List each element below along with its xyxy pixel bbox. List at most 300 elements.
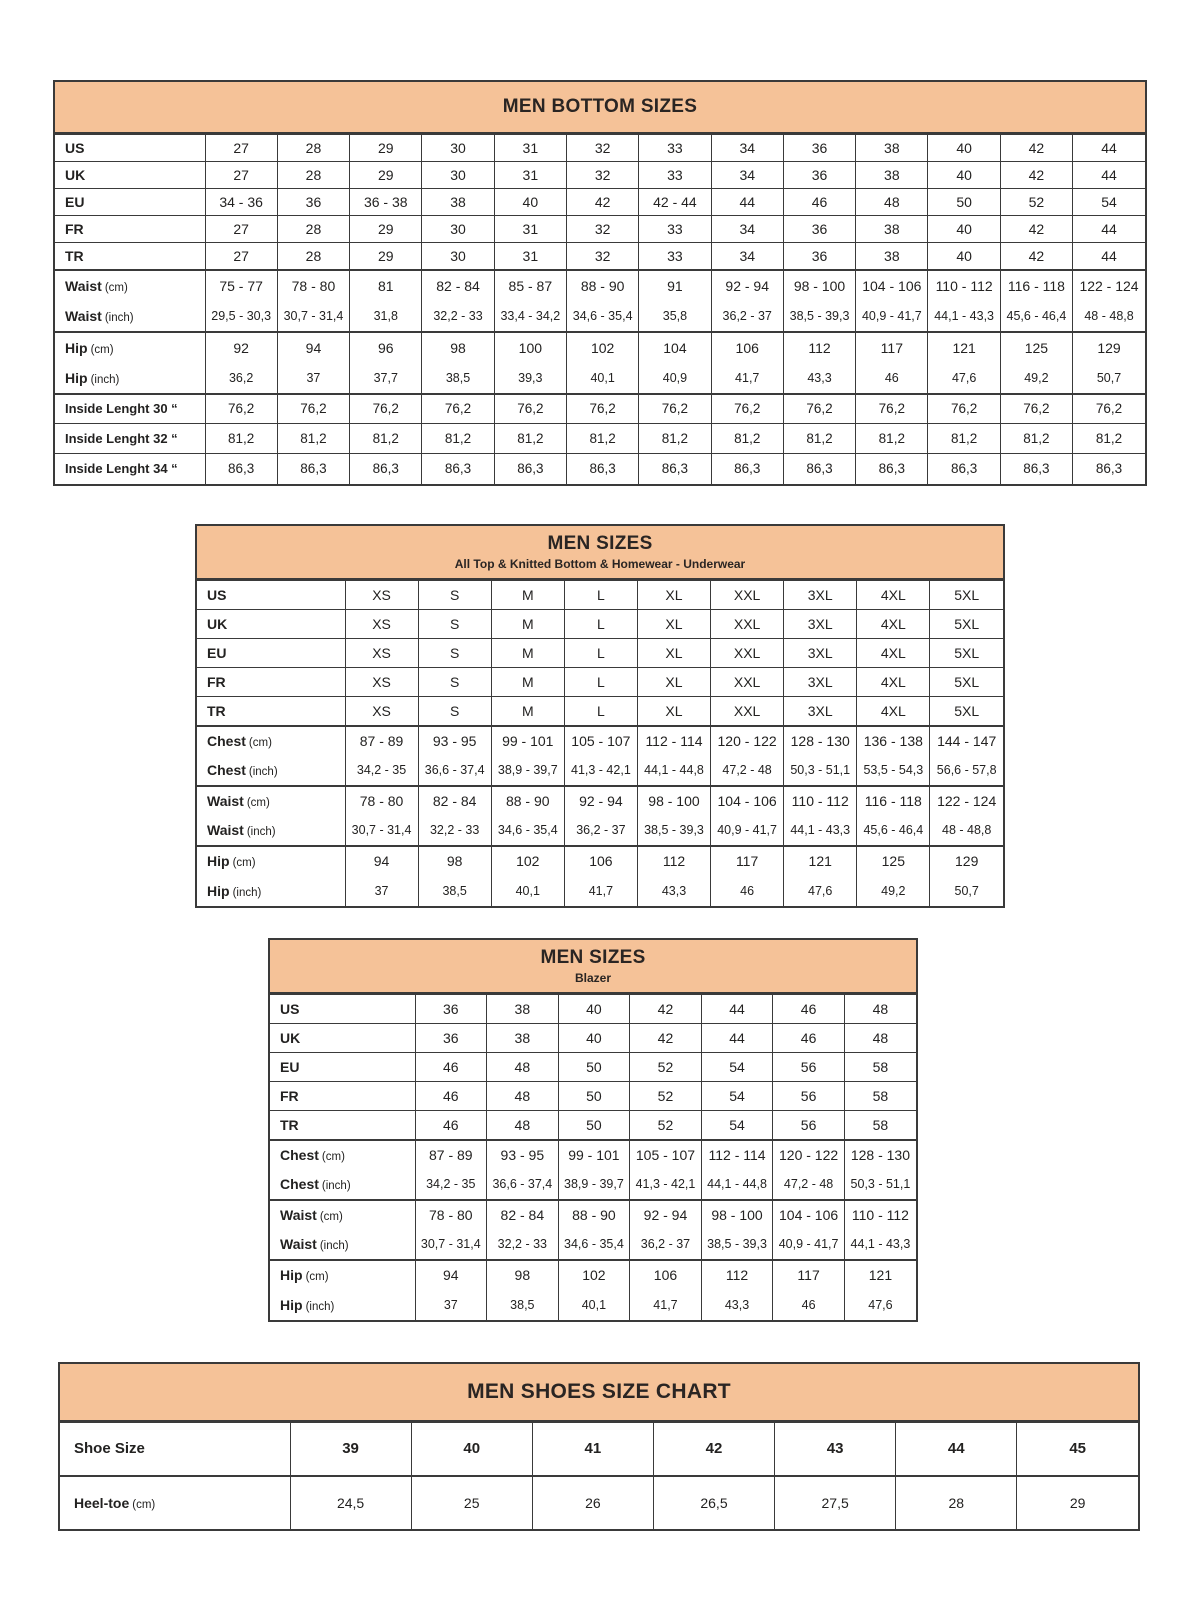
value-cell: XL [637,697,710,726]
value-cell: 99 - 101 [491,726,564,756]
value-cell: 49,2 [857,876,930,906]
row-label: EU [280,1059,300,1075]
value-cell: 47,2 - 48 [711,756,784,786]
value-cell: 98 - 100 [701,1200,773,1230]
row-unit: (cm) [319,1211,343,1223]
value-cell: 40 [928,243,1000,270]
row-label-cell [197,639,345,668]
value-cell: 38 [856,135,928,162]
value-cell: 50,7 [930,876,1003,906]
value-cell: 42 [1000,162,1072,189]
row-label: Waist [65,307,102,324]
table-row-chest-inch [197,756,1003,786]
value-cell: 44 [1073,216,1145,243]
value-cell: 28 [277,135,349,162]
row-unit: (inch) [246,826,276,838]
value-cell: 26 [532,1476,653,1529]
value-cell: 46 [415,1111,487,1140]
value-cell: 122 - 124 [1073,270,1145,301]
value-cell: 31 [494,243,566,270]
men-bottom-sizes-table [53,80,1147,486]
value-cell: XXL [711,581,784,610]
value-cell: 99 - 101 [558,1140,630,1170]
row-label-cell [55,162,205,189]
value-cell: 86,3 [422,454,494,484]
value-cell: 48 [844,1024,916,1053]
table-row-us [197,581,1003,610]
row-label: Waist [207,822,244,838]
value-cell: 117 [711,846,784,876]
table-row-waist-cm [55,270,1145,301]
value-cell: 52 [630,1053,702,1082]
value-cell: 106 [711,332,783,363]
value-cell: 30 [422,162,494,189]
row-label: Chest [280,1176,319,1192]
value-cell: 76,2 [277,394,349,424]
value-cell: 88 - 90 [566,270,638,301]
value-cell: 98 - 100 [783,270,855,301]
value-cell: 129 [930,846,1003,876]
table-row-eu [270,1053,916,1082]
value-cell: 3XL [784,668,857,697]
value-cell: 48 [856,189,928,216]
row-label-cell [270,1170,415,1200]
table-subtitle: Blazer [574,971,612,985]
table-row-hip-cm [55,332,1145,363]
value-cell: 5XL [930,639,1003,668]
row-label-cell [55,394,205,424]
value-cell: 87 - 89 [345,726,418,756]
value-cell: 36 - 38 [350,189,422,216]
row-unit: (cm) [90,343,114,356]
value-cell: 4XL [857,639,930,668]
value-cell: 98 [487,1260,559,1290]
table-row-hip-cm [270,1260,916,1290]
value-cell: 112 - 114 [637,726,710,756]
value-cell: 81,2 [205,424,277,454]
value-cell: M [491,639,564,668]
value-cell: 86,3 [494,454,566,484]
value-cell: 40 [558,1024,630,1053]
table-row-chest-cm [197,726,1003,756]
value-cell: 94 [415,1260,487,1290]
table-row-chest-inch [270,1170,916,1200]
value-cell: 44 [701,1024,773,1053]
row-unit: (cm) [305,1271,329,1283]
value-cell: 86,3 [566,454,638,484]
value-cell: 44 [1073,135,1145,162]
value-cell: 78 - 80 [345,786,418,816]
value-cell: 50,3 - 51,1 [784,756,857,786]
row-label-cell [55,454,205,484]
value-cell: 38,5 [422,363,494,394]
men-sizes-blazer-header [270,940,916,994]
men-shoes-size-grid [60,1422,1138,1529]
value-cell: 117 [773,1260,845,1290]
value-cell: 81,2 [277,424,349,454]
value-cell: 76,2 [566,394,638,424]
value-cell: 42 [653,1423,774,1476]
value-cell: 54 [701,1053,773,1082]
value-cell: 93 - 95 [418,726,491,756]
value-cell: 33 [639,135,711,162]
table-row-fr [55,216,1145,243]
value-cell: 33 [639,216,711,243]
value-cell: XS [345,610,418,639]
value-cell: 40 [558,995,630,1024]
value-cell: 92 [205,332,277,363]
value-cell: 44 [1073,162,1145,189]
value-cell: 36,6 - 37,4 [418,756,491,786]
value-cell: 38 [487,1024,559,1053]
value-cell: 81,2 [566,424,638,454]
row-label: FR [65,221,84,237]
value-cell: 120 - 122 [711,726,784,756]
value-cell: 33 [639,162,711,189]
value-cell: 44 [896,1423,1017,1476]
value-cell: 32 [566,135,638,162]
value-cell: 44,1 - 43,3 [928,301,1000,332]
value-cell: 36 [415,1024,487,1053]
row-label: UK [65,167,86,183]
table-title: MEN BOTTOM SIZES [502,96,698,117]
row-unit: (cm) [248,737,272,749]
value-cell: 36 [783,243,855,270]
row-label: TR [65,247,84,264]
table-row-tr [55,243,1145,270]
value-cell: 86,3 [205,454,277,484]
table-row-shoe-size [60,1423,1138,1476]
value-cell: 47,6 [784,876,857,906]
row-label-cell [197,668,345,697]
row-label-cell [270,1230,415,1260]
value-cell: 38,5 [487,1290,559,1320]
value-cell: 40,9 - 41,7 [711,816,784,846]
table-row-inside-lenght-32 [55,424,1145,454]
value-cell: 30 [422,243,494,270]
row-label: EU [65,194,85,210]
value-cell: XXL [711,668,784,697]
value-cell: 81,2 [494,424,566,454]
row-label: Inside Lenght 34 “ [65,461,178,477]
table-row-uk [270,1024,916,1053]
row-label: Hip [280,1296,303,1313]
value-cell: 38 [487,995,559,1024]
value-cell: 32 [566,162,638,189]
value-cell: 50 [928,189,1000,216]
value-cell: 48 - 48,8 [930,816,1003,846]
value-cell: 76,2 [928,394,1000,424]
value-cell: 86,3 [1073,454,1145,484]
table-row-hip-inch [197,876,1003,906]
value-cell: 56,6 - 57,8 [930,756,1003,786]
value-cell: 34 [711,216,783,243]
value-cell: 41,3 - 42,1 [564,756,637,786]
table-row-uk [197,610,1003,639]
value-cell: 34 [711,162,783,189]
table-row-hip-inch [270,1290,916,1320]
value-cell: XL [637,668,710,697]
table-row-inside-lenght-34 [55,454,1145,484]
table-title: MEN SIZES [540,947,646,968]
men-sizes-top-header [197,526,1003,580]
row-label: Inside Lenght 30 “ [65,401,178,417]
value-cell: 40,9 [639,363,711,394]
value-cell: 46 [783,189,855,216]
value-cell: S [418,639,491,668]
value-cell: 42 [1000,243,1072,270]
row-unit: (cm) [132,1498,156,1511]
table-row-waist-cm [197,786,1003,816]
value-cell: 50 [558,1053,630,1082]
row-label: Chest [207,733,246,749]
value-cell: 128 - 130 [784,726,857,756]
value-cell: 104 - 106 [856,270,928,301]
value-cell: 50 [558,1082,630,1111]
value-cell: 5XL [930,668,1003,697]
row-unit: (cm) [246,797,270,809]
value-cell: 37 [345,876,418,906]
value-cell: 36 [415,995,487,1024]
row-label: Hip [65,369,88,386]
value-cell: 56 [773,1111,845,1140]
row-label-cell [270,1260,415,1290]
row-unit: (inch) [232,886,262,899]
row-label: Chest [280,1147,319,1163]
value-cell: 94 [277,332,349,363]
value-cell: M [491,610,564,639]
value-cell: L [564,581,637,610]
value-cell: 38,5 - 39,3 [637,816,710,846]
value-cell: 44,1 - 43,3 [784,816,857,846]
row-unit: (inch) [321,1180,351,1192]
value-cell: 125 [857,846,930,876]
value-cell: 3XL [784,581,857,610]
table-row-fr [197,668,1003,697]
men-sizes-blazer-table [268,938,918,1322]
value-cell: 110 - 112 [784,786,857,816]
value-cell: 40,9 - 41,7 [773,1230,845,1260]
row-label: TR [280,1116,299,1133]
value-cell: 76,2 [494,394,566,424]
value-cell: 98 [422,332,494,363]
value-cell: 86,3 [928,454,1000,484]
value-cell: 91 [639,270,711,301]
value-cell: 3XL [784,610,857,639]
men-sizes-blazer-grid [270,994,916,1320]
row-label-cell [270,995,415,1024]
value-cell: 50,3 - 51,1 [844,1170,916,1200]
value-cell: 121 [928,332,1000,363]
table-row-uk [55,162,1145,189]
row-label: UK [207,616,228,632]
table-row-eu [197,639,1003,668]
value-cell: 45,6 - 46,4 [857,816,930,846]
value-cell: 37,7 [350,363,422,394]
value-cell: 36 [783,162,855,189]
table-row-waist-cm [270,1200,916,1230]
value-cell: 85 - 87 [494,270,566,301]
row-label-cell [197,786,345,816]
value-cell: XS [345,639,418,668]
value-cell: 37 [277,363,349,394]
value-cell: 87 - 89 [415,1140,487,1170]
value-cell: 33 [639,243,711,270]
value-cell: 81,2 [422,424,494,454]
value-cell: 32,2 - 33 [418,816,491,846]
value-cell: S [418,668,491,697]
row-label-cell [55,216,205,243]
row-label: US [280,1001,300,1017]
value-cell: 38,9 - 39,7 [491,756,564,786]
value-cell: 3XL [784,639,857,668]
value-cell: 5XL [930,697,1003,726]
value-cell: 32,2 - 33 [422,301,494,332]
value-cell: 76,2 [205,394,277,424]
value-cell: 47,6 [844,1290,916,1320]
table-row-eu [55,189,1145,216]
value-cell: L [564,697,637,726]
value-cell: 39 [290,1423,411,1476]
value-cell: 96 [350,332,422,363]
row-label: US [207,587,227,603]
table-row-fr [270,1082,916,1111]
row-label: FR [280,1088,299,1104]
table-row-waist-inch [55,301,1145,332]
value-cell: 38,5 - 39,3 [783,301,855,332]
value-cell: 47,6 [928,363,1000,394]
row-label-cell [197,876,345,906]
value-cell: 36,2 - 37 [564,816,637,846]
row-unit: (cm) [232,857,256,869]
row-label: FR [207,674,226,690]
value-cell: 25 [411,1476,532,1529]
value-cell: 112 [783,332,855,363]
value-cell: 29 [350,162,422,189]
value-cell: 28 [896,1476,1017,1529]
value-cell: 44 [1073,243,1145,270]
value-cell: 76,2 [1073,394,1145,424]
value-cell: 104 - 106 [711,786,784,816]
table-row-waist-inch [197,816,1003,846]
value-cell: 100 [494,332,566,363]
row-label-cell [55,135,205,162]
value-cell: 45,6 - 46,4 [1000,301,1072,332]
row-unit: (inch) [319,1240,349,1252]
value-cell: S [418,581,491,610]
value-cell: 35,8 [639,301,711,332]
value-cell: 81,2 [711,424,783,454]
value-cell: XL [637,610,710,639]
value-cell: 52 [630,1082,702,1111]
value-cell: 54 [701,1111,773,1140]
value-cell: 38 [856,243,928,270]
row-label-cell [270,1200,415,1230]
table-row-us [270,995,916,1024]
value-cell: 82 - 84 [418,786,491,816]
row-label-cell [197,610,345,639]
men-sizes-top-table [195,524,1005,908]
row-label-cell [60,1423,290,1476]
value-cell: 98 [418,846,491,876]
row-label: EU [207,645,227,661]
value-cell: 29 [1017,1476,1138,1529]
row-label-cell [270,1082,415,1111]
value-cell: 29 [350,216,422,243]
value-cell: 46 [856,363,928,394]
value-cell: 38 [856,162,928,189]
row-label-cell [270,1111,415,1140]
value-cell: 112 [701,1260,773,1290]
value-cell: 28 [277,243,349,270]
value-cell: 94 [345,846,418,876]
row-unit: (cm) [104,281,128,294]
value-cell: 88 - 90 [558,1200,630,1230]
value-cell: 46 [415,1053,487,1082]
value-cell: 29 [350,135,422,162]
value-cell: 31,8 [350,301,422,332]
value-cell: 104 [639,332,711,363]
value-cell: 32,2 - 33 [487,1230,559,1260]
value-cell: 81,2 [350,424,422,454]
value-cell: 52 [630,1111,702,1140]
value-cell: 26,5 [653,1476,774,1529]
table-row-hip-inch [55,363,1145,394]
row-label: Waist [280,1207,317,1223]
value-cell: 32 [566,243,638,270]
value-cell: 43,3 [701,1290,773,1320]
row-label-cell [197,816,345,846]
value-cell: 4XL [857,610,930,639]
value-cell: 36,2 - 37 [630,1230,702,1260]
row-label-cell [197,726,345,756]
value-cell: 4XL [857,668,930,697]
row-label: Heel-toe [74,1494,130,1511]
value-cell: 43,3 [637,876,710,906]
value-cell: 43,3 [783,363,855,394]
value-cell: 36,2 - 37 [711,301,783,332]
value-cell: 50 [558,1111,630,1140]
value-cell: 92 - 94 [630,1200,702,1230]
value-cell: 30,7 - 31,4 [345,816,418,846]
value-cell: 34,2 - 35 [415,1170,487,1200]
value-cell: 31 [494,216,566,243]
value-cell: 42 [566,189,638,216]
value-cell: 41,7 [564,876,637,906]
row-label: Hip [65,339,88,356]
value-cell: 110 - 112 [928,270,1000,301]
value-cell: 106 [564,846,637,876]
value-cell: XXL [711,697,784,726]
value-cell: 34 [711,243,783,270]
value-cell: 49,2 [1000,363,1072,394]
value-cell: 40 [928,216,1000,243]
value-cell: 129 [1073,332,1145,363]
value-cell: 81,2 [1000,424,1072,454]
value-cell: 48 - 48,8 [1073,301,1145,332]
value-cell: 48 [487,1053,559,1082]
value-cell: 86,3 [856,454,928,484]
value-cell: 76,2 [350,394,422,424]
value-cell: 41,3 - 42,1 [630,1170,702,1200]
value-cell: 27 [205,162,277,189]
value-cell: 76,2 [783,394,855,424]
value-cell: 42 [630,995,702,1024]
value-cell: 40,1 [491,876,564,906]
value-cell: 76,2 [639,394,711,424]
value-cell: 53,5 - 54,3 [857,756,930,786]
value-cell: 27 [205,243,277,270]
